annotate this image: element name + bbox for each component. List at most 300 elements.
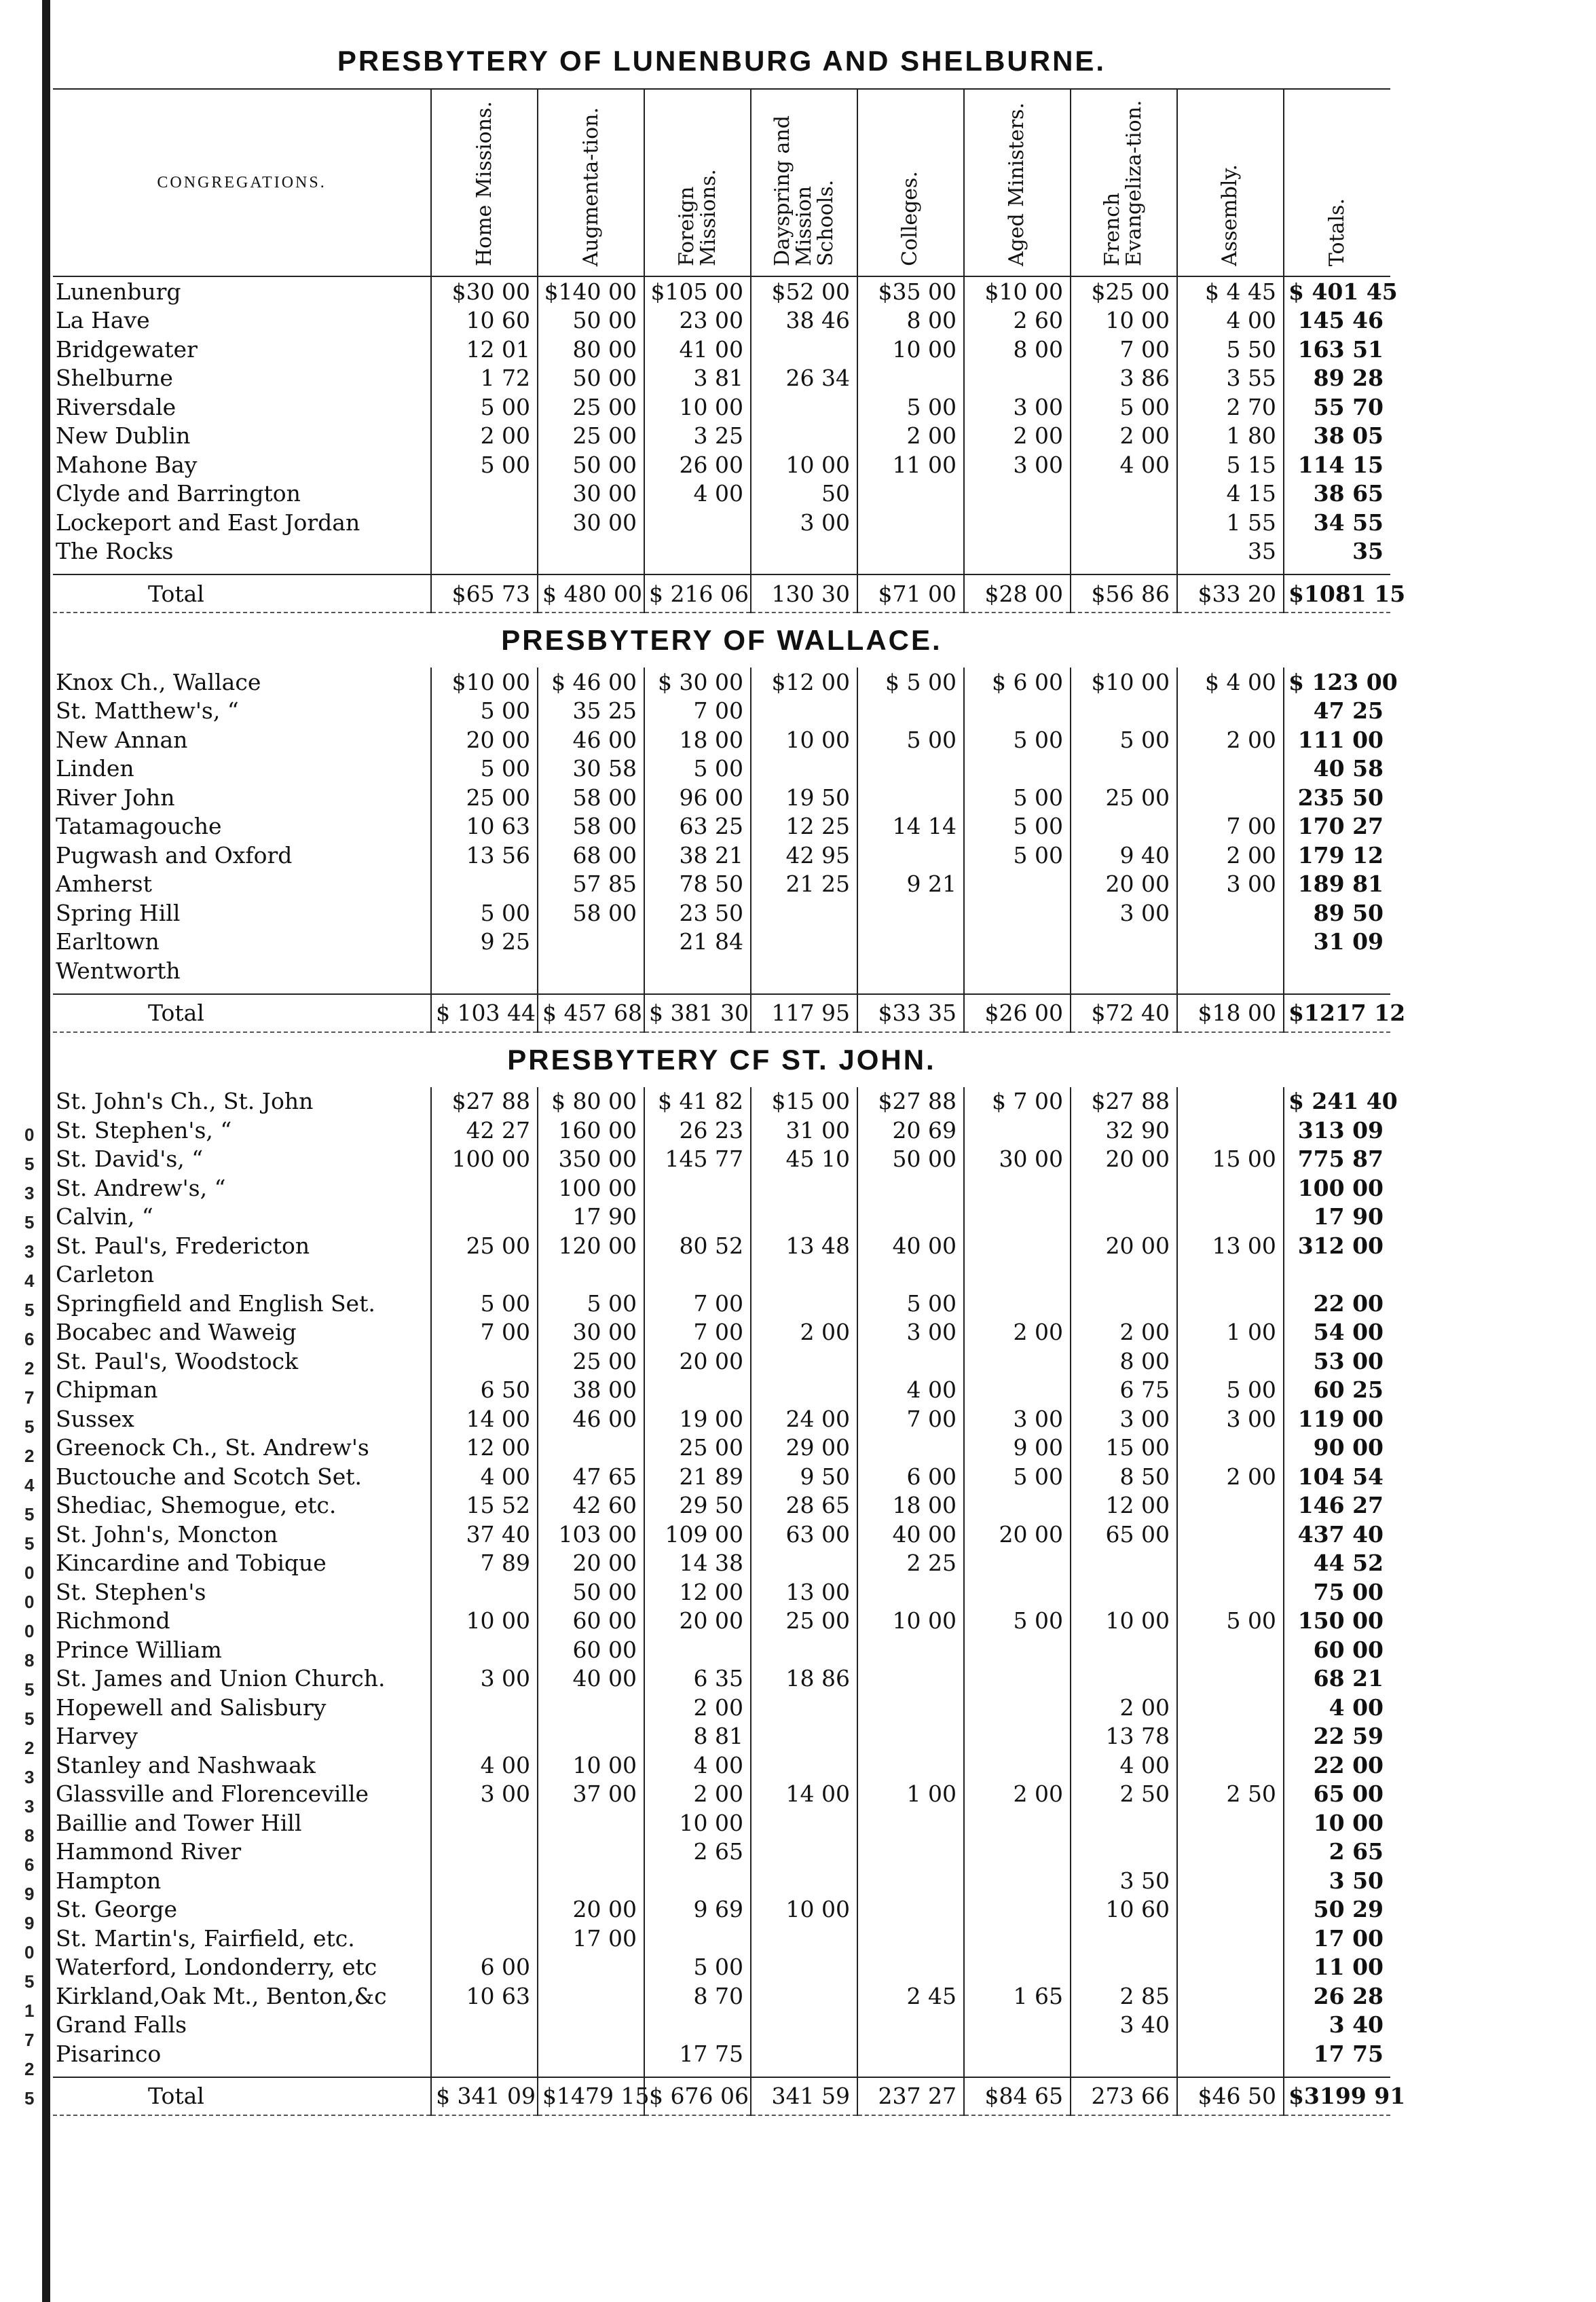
- cell-totals: 22 00: [1284, 1289, 1390, 1318]
- column-header-label: Dayspring and Mission Schools.: [770, 115, 838, 266]
- cell-augmentation: 68 00: [538, 841, 644, 870]
- total-colleges: 237 27: [857, 2077, 964, 2115]
- table-row: [53, 1462, 1390, 1491]
- cell-home-missions: [431, 479, 538, 509]
- congregation-name: Kincardine and Tobique: [56, 1550, 327, 1577]
- cell-aged-ministers: [964, 508, 1071, 537]
- cell-totals: 31 09: [1284, 928, 1390, 957]
- cell-assembly: 7 00: [1177, 812, 1284, 841]
- cell-totals: 34 55: [1284, 508, 1390, 537]
- cell-french-evangelization: $10 00: [1071, 668, 1177, 697]
- cell-foreign-missions: 17 75: [644, 2039, 751, 2068]
- margin-number: 2: [24, 1358, 35, 1378]
- cell-colleges: 10 00: [857, 335, 964, 364]
- cell-assembly: [1177, 697, 1284, 726]
- cell-dayspring: 12 25: [751, 812, 857, 841]
- table-row: [53, 812, 1390, 841]
- table-row: [53, 1549, 1390, 1578]
- cell-colleges: $ 5 00: [857, 668, 964, 697]
- cell-assembly: 5 00: [1177, 1376, 1284, 1405]
- cell-french-evangelization: 25 00: [1071, 783, 1177, 812]
- cell-augmentation: 50 00: [538, 1577, 644, 1607]
- cell-colleges: [857, 1347, 964, 1376]
- table-row: [53, 725, 1390, 754]
- congregation-name: Harvey: [56, 1723, 138, 1750]
- spacer-cell: [644, 985, 751, 994]
- cell-home-missions: 5 00: [431, 392, 538, 422]
- cell-augmentation: 103 00: [538, 1520, 644, 1549]
- header-row: [53, 89, 1390, 276]
- total-aged-ministers: $84 65: [964, 2077, 1071, 2115]
- contributions-table: [53, 668, 1406, 1033]
- total-french-evangelization: $56 86: [1071, 574, 1177, 613]
- cell-dayspring: [751, 1924, 857, 1953]
- cell-colleges: [857, 479, 964, 509]
- cell-dayspring: [751, 1866, 857, 1895]
- cell-aged-ministers: [964, 1549, 1071, 1578]
- cell-dayspring: [751, 422, 857, 451]
- cell-aged-ministers: [964, 956, 1071, 985]
- cell-totals: 312 00: [1284, 1231, 1390, 1260]
- table-row: [53, 783, 1390, 812]
- cell-home-missions: 6 50: [431, 1376, 538, 1405]
- cell-foreign-missions: 96 00: [644, 783, 751, 812]
- total-foreign-missions: $ 216 06: [644, 574, 751, 613]
- cell-foreign-missions: 4 00: [644, 1751, 751, 1780]
- cell-home-missions: 3 00: [431, 1780, 538, 1809]
- cell-dayspring: [751, 928, 857, 957]
- cell-augmentation: 17 90: [538, 1203, 644, 1232]
- spacer-cell: [1284, 2068, 1390, 2077]
- cell-foreign-missions: 4 00: [644, 479, 751, 509]
- cell-augmentation: 46 00: [538, 725, 644, 754]
- cell-home-missions: $30 00: [431, 276, 538, 306]
- congregation-name: Kirkland,Oak Mt., Benton,&c: [56, 1982, 387, 2009]
- cell-foreign-missions: 7 00: [644, 1289, 751, 1318]
- cell-assembly: [1177, 1664, 1284, 1694]
- cell-totals: 40 58: [1284, 754, 1390, 784]
- cell-augmentation: [538, 928, 644, 957]
- cell-home-missions: [431, 1722, 538, 1751]
- cell-assembly: 2 50: [1177, 1780, 1284, 1809]
- cell-totals: 235 50: [1284, 783, 1390, 812]
- cell-foreign-missions: 21 89: [644, 1462, 751, 1491]
- cell-french-evangelization: 6 75: [1071, 1376, 1177, 1405]
- table-row: [53, 754, 1390, 784]
- cell-dayspring: 19 50: [751, 783, 857, 812]
- cell-colleges: [857, 508, 964, 537]
- cell-foreign-missions: 10 00: [644, 1808, 751, 1838]
- cell-assembly: 1 55: [1177, 508, 1284, 537]
- cell-dayspring: [751, 697, 857, 726]
- cell-dayspring: 63 00: [751, 1520, 857, 1549]
- table-row: [53, 841, 1390, 870]
- cell-augmentation: 60 00: [538, 1635, 644, 1664]
- cell-dayspring: 21 25: [751, 870, 857, 899]
- cell-aged-ministers: [964, 537, 1071, 566]
- cell-dayspring: [751, 1260, 857, 1290]
- cell-colleges: [857, 1203, 964, 1232]
- cell-home-missions: 5 00: [431, 697, 538, 726]
- cell-home-missions: 4 00: [431, 1462, 538, 1491]
- cell-totals: 437 40: [1284, 1520, 1390, 1549]
- cell-colleges: [857, 2039, 964, 2068]
- cell-dayspring: [751, 1693, 857, 1722]
- cell-home-missions: 13 56: [431, 841, 538, 870]
- cell-colleges: [857, 754, 964, 784]
- cell-totals: [1284, 956, 1390, 985]
- margin-number: 2: [24, 2059, 35, 2079]
- spacer-cell: [857, 2068, 964, 2077]
- column-header-assembly: [1177, 89, 1284, 276]
- margin-number: 9: [24, 1913, 35, 1933]
- spacer-cell: [644, 2068, 751, 2077]
- cell-foreign-missions: 9 69: [644, 1895, 751, 1924]
- cell-augmentation: [538, 537, 644, 566]
- congregation-name: Bocabec and Waweig: [56, 1319, 297, 1346]
- congregation-name: Chipman: [56, 1376, 158, 1404]
- cell-totals: 10 00: [1284, 1808, 1390, 1838]
- cell-assembly: [1177, 956, 1284, 985]
- cell-aged-ministers: 5 00: [964, 841, 1071, 870]
- total-dayspring: 341 59: [751, 2077, 857, 2115]
- cell-totals: 65 00: [1284, 1780, 1390, 1809]
- cell-augmentation: [538, 1260, 644, 1290]
- cell-dayspring: 9 50: [751, 1462, 857, 1491]
- cell-french-evangelization: 2 00: [1071, 422, 1177, 451]
- cell-dayspring: [751, 1549, 857, 1578]
- table-row: [53, 1751, 1390, 1780]
- cell-augmentation: 350 00: [538, 1145, 644, 1174]
- congregation-name: Richmond: [56, 1607, 170, 1634]
- cell-augmentation: 25 00: [538, 1347, 644, 1376]
- total-dayspring: 130 30: [751, 574, 857, 613]
- cell-home-missions: 25 00: [431, 1231, 538, 1260]
- cell-french-evangelization: [1071, 812, 1177, 841]
- cell-aged-ministers: [964, 1231, 1071, 1260]
- cell-aged-ministers: [964, 479, 1071, 509]
- margin-number: 3: [24, 1183, 35, 1203]
- cell-french-evangelization: [1071, 1577, 1177, 1607]
- cell-french-evangelization: 10 60: [1071, 1895, 1177, 1924]
- congregation-name: St. David's, “: [56, 1146, 204, 1173]
- cell-french-evangelization: 3 40: [1071, 2011, 1177, 2040]
- cell-french-evangelization: 32 90: [1071, 1116, 1177, 1145]
- cell-dayspring: 10 00: [751, 725, 857, 754]
- cell-assembly: 4 15: [1177, 479, 1284, 509]
- cell-home-missions: $27 88: [431, 1087, 538, 1116]
- spacer-cell: [1177, 985, 1284, 994]
- cell-french-evangelization: 4 00: [1071, 1751, 1177, 1780]
- spacer-cell: [53, 2068, 431, 2077]
- spacer-cell: [538, 985, 644, 994]
- congregation-name: Riversdale: [56, 393, 177, 420]
- cell-foreign-missions: $ 41 82: [644, 1087, 751, 1116]
- table-row: [53, 537, 1390, 566]
- cell-aged-ministers: $ 6 00: [964, 668, 1071, 697]
- spacer-cell: [1071, 2068, 1177, 2077]
- cell-french-evangelization: 10 00: [1071, 306, 1177, 335]
- cell-totals: 38 65: [1284, 479, 1390, 509]
- cell-colleges: [857, 1664, 964, 1694]
- cell-colleges: 1 00: [857, 1780, 964, 1809]
- table-row: [53, 1491, 1390, 1520]
- cell-aged-ministers: [964, 1376, 1071, 1405]
- cell-foreign-missions: 8 81: [644, 1722, 751, 1751]
- table-row: [53, 422, 1390, 451]
- cell-dayspring: [751, 1203, 857, 1232]
- table-row: [53, 697, 1390, 726]
- cell-assembly: [1177, 1895, 1284, 1924]
- cell-assembly: 15 00: [1177, 1145, 1284, 1174]
- cell-aged-ministers: [964, 1260, 1071, 1290]
- cell-aged-ministers: [964, 754, 1071, 784]
- spacer-row: [53, 2068, 1390, 2077]
- cell-aged-ministers: $10 00: [964, 276, 1071, 306]
- cell-home-missions: 14 00: [431, 1404, 538, 1433]
- cell-aged-ministers: [964, 2011, 1071, 2040]
- cell-augmentation: 50 00: [538, 450, 644, 479]
- cell-totals: 775 87: [1284, 1145, 1390, 1174]
- cell-foreign-missions: [644, 956, 751, 985]
- cell-home-missions: [431, 1866, 538, 1895]
- cell-dayspring: 26 34: [751, 364, 857, 393]
- cell-colleges: [857, 1953, 964, 1982]
- cell-foreign-missions: 29 50: [644, 1491, 751, 1520]
- table-row: [53, 479, 1390, 509]
- cell-totals: 47 25: [1284, 697, 1390, 726]
- column-header-foreign-missions: [644, 89, 751, 276]
- cell-french-evangelization: 3 50: [1071, 1866, 1177, 1895]
- cell-home-missions: 5 00: [431, 754, 538, 784]
- table-row: [53, 508, 1390, 537]
- cell-assembly: 2 00: [1177, 725, 1284, 754]
- cell-french-evangelization: 65 00: [1071, 1520, 1177, 1549]
- spacer-cell: [1177, 566, 1284, 574]
- cell-assembly: [1177, 1924, 1284, 1953]
- cell-totals: 146 27: [1284, 1491, 1390, 1520]
- cell-dayspring: 25 00: [751, 1607, 857, 1636]
- cell-dayspring: 31 00: [751, 1116, 857, 1145]
- cell-assembly: [1177, 1751, 1284, 1780]
- cell-home-missions: [431, 1693, 538, 1722]
- cell-home-missions: 12 01: [431, 335, 538, 364]
- margin-number: 3: [24, 1767, 35, 1787]
- section-title: PRESBYTERY OF LUNENBURG AND SHELBURNE.: [337, 45, 1107, 77]
- cell-colleges: 14 14: [857, 812, 964, 841]
- margin-number: 3: [24, 1241, 35, 1262]
- table-row: [53, 276, 1390, 306]
- cell-french-evangelization: 20 00: [1071, 1145, 1177, 1174]
- cell-totals: 189 81: [1284, 870, 1390, 899]
- table-row: [53, 1376, 1390, 1405]
- total-totals: $1081 15: [1284, 574, 1390, 613]
- cell-totals: 2 65: [1284, 1838, 1390, 1867]
- cell-assembly: [1177, 1693, 1284, 1722]
- cell-french-evangelization: [1071, 754, 1177, 784]
- cell-home-missions: 10 63: [431, 1981, 538, 2011]
- cell-french-evangelization: [1071, 1838, 1177, 1867]
- cell-colleges: [857, 1173, 964, 1203]
- cell-french-evangelization: [1071, 2039, 1177, 2068]
- cell-assembly: 3 55: [1177, 364, 1284, 393]
- cell-home-missions: 5 00: [431, 1289, 538, 1318]
- cell-french-evangelization: [1071, 1549, 1177, 1578]
- cell-colleges: [857, 364, 964, 393]
- cell-dayspring: [751, 898, 857, 928]
- cell-assembly: [1177, 1838, 1284, 1867]
- cell-totals: 145 46: [1284, 306, 1390, 335]
- table-row: [53, 1924, 1390, 1953]
- cell-colleges: [857, 697, 964, 726]
- congregation-name: St. Martin's, Fairfield, etc.: [56, 1924, 355, 1952]
- cell-totals: 313 09: [1284, 1116, 1390, 1145]
- cell-augmentation: 20 00: [538, 1895, 644, 1924]
- cell-assembly: [1177, 1173, 1284, 1203]
- margin-number: 6: [24, 1329, 35, 1349]
- congregation-name: Hampton: [56, 1867, 162, 1894]
- total-dayspring: 117 95: [751, 994, 857, 1032]
- cell-colleges: [857, 1577, 964, 1607]
- cell-home-missions: 10 00: [431, 1607, 538, 1636]
- cell-colleges: [857, 1866, 964, 1895]
- cell-assembly: 3 00: [1177, 1404, 1284, 1433]
- cell-colleges: 3 00: [857, 1318, 964, 1347]
- congregation-name: Grand Falls: [56, 2011, 187, 2039]
- cell-foreign-missions: 26 00: [644, 450, 751, 479]
- margin-number: 6: [24, 1855, 35, 1875]
- cell-aged-ministers: [964, 1664, 1071, 1694]
- cell-augmentation: 42 60: [538, 1491, 644, 1520]
- cell-aged-ministers: 20 00: [964, 1520, 1071, 1549]
- cell-home-missions: [431, 1808, 538, 1838]
- cell-french-evangelization: 2 00: [1071, 1318, 1177, 1347]
- cell-augmentation: 50 00: [538, 364, 644, 393]
- cell-augmentation: 25 00: [538, 422, 644, 451]
- cell-french-evangelization: 7 00: [1071, 335, 1177, 364]
- margin-number: 2: [24, 1446, 35, 1466]
- cell-foreign-missions: 25 00: [644, 1433, 751, 1463]
- table-row: [53, 364, 1390, 393]
- cell-assembly: 5 15: [1177, 450, 1284, 479]
- cell-foreign-missions: 2 00: [644, 1780, 751, 1809]
- cell-dayspring: $52 00: [751, 276, 857, 306]
- cell-aged-ministers: [964, 2039, 1071, 2068]
- cell-assembly: [1177, 1635, 1284, 1664]
- cell-aged-ministers: [964, 1722, 1071, 1751]
- cell-foreign-missions: 19 00: [644, 1404, 751, 1433]
- cell-aged-ministers: [964, 1953, 1071, 1982]
- document-page: [53, 34, 1406, 2116]
- cell-home-missions: [431, 1895, 538, 1924]
- cell-dayspring: [751, 392, 857, 422]
- cell-home-missions: 7 00: [431, 1318, 538, 1347]
- cell-assembly: [1177, 1808, 1284, 1838]
- margin-number: 4: [24, 1271, 35, 1291]
- cell-foreign-missions: 12 00: [644, 1577, 751, 1607]
- cell-foreign-missions: 5 00: [644, 1953, 751, 1982]
- cell-assembly: [1177, 1491, 1284, 1520]
- total-foreign-missions: $ 676 06: [644, 2077, 751, 2115]
- cell-foreign-missions: 3 81: [644, 364, 751, 393]
- table-row: [53, 1664, 1390, 1694]
- table-row: [53, 1520, 1390, 1549]
- cell-foreign-missions: [644, 1260, 751, 1290]
- congregation-name: Hopewell and Salisbury: [56, 1694, 327, 1721]
- cell-totals: 60 25: [1284, 1376, 1390, 1405]
- cell-aged-ministers: 3 00: [964, 392, 1071, 422]
- cell-augmentation: 5 00: [538, 1289, 644, 1318]
- cell-aged-ministers: 9 00: [964, 1433, 1071, 1463]
- total-totals: $1217 12: [1284, 994, 1390, 1032]
- cell-dayspring: [751, 1838, 857, 1867]
- cell-foreign-missions: 21 84: [644, 928, 751, 957]
- spacer-cell: [964, 2068, 1071, 2077]
- cell-assembly: 2 70: [1177, 392, 1284, 422]
- congregation-name: Greenock Ch., St. Andrew's: [56, 1434, 369, 1461]
- congregation-name: Spring Hill: [56, 899, 181, 926]
- total-home-missions: $ 341 09: [431, 2077, 538, 2115]
- congregations-header: CONGREGATIONS.: [53, 89, 431, 276]
- margin-number: 5: [24, 1533, 35, 1554]
- total-row: [53, 994, 1390, 1032]
- cell-french-evangelization: 3 00: [1071, 898, 1177, 928]
- cell-home-missions: 10 63: [431, 812, 538, 841]
- cell-colleges: [857, 928, 964, 957]
- cell-aged-ministers: [964, 1577, 1071, 1607]
- congregation-name: Mahone Bay: [56, 451, 198, 478]
- table-row: [53, 450, 1390, 479]
- total-colleges: $33 35: [857, 994, 964, 1032]
- cell-dayspring: $15 00: [751, 1087, 857, 1116]
- spacer-cell: [857, 566, 964, 574]
- contributions-table: [53, 88, 1406, 613]
- cell-totals: 4 00: [1284, 1693, 1390, 1722]
- cell-dayspring: 13 48: [751, 1231, 857, 1260]
- margin-number: 8: [24, 1825, 35, 1846]
- cell-assembly: $ 4 45: [1177, 276, 1284, 306]
- table-row: [53, 1838, 1390, 1867]
- cell-home-missions: 9 25: [431, 928, 538, 957]
- cell-colleges: 5 00: [857, 725, 964, 754]
- congregation-name: Hammond River: [56, 1838, 242, 1865]
- cell-assembly: [1177, 1116, 1284, 1145]
- cell-aged-ministers: [964, 1838, 1071, 1867]
- margin-number: 5: [24, 1154, 35, 1174]
- cell-dayspring: [751, 1347, 857, 1376]
- cell-colleges: 2 45: [857, 1981, 964, 2011]
- cell-colleges: [857, 1751, 964, 1780]
- section-title: PRESBYTERY OF WALLACE.: [501, 624, 942, 656]
- spacer-cell: [1284, 985, 1390, 994]
- total-colleges: $71 00: [857, 574, 964, 613]
- margin-number: 5: [24, 1504, 35, 1524]
- cell-assembly: $ 4 00: [1177, 668, 1284, 697]
- cell-french-evangelization: 20 00: [1071, 1231, 1177, 1260]
- cell-augmentation: 46 00: [538, 1404, 644, 1433]
- margin-number: 9: [24, 1884, 35, 1904]
- cell-aged-ministers: [964, 1866, 1071, 1895]
- cell-aged-ministers: 1 65: [964, 1981, 1071, 2011]
- margin-number: 0: [24, 1563, 35, 1583]
- cell-totals: 75 00: [1284, 1577, 1390, 1607]
- cell-foreign-missions: 8 70: [644, 1981, 751, 2011]
- cell-augmentation: 60 00: [538, 1607, 644, 1636]
- table-row: [53, 668, 1390, 697]
- spacer-cell: [751, 2068, 857, 2077]
- congregation-name: La Have: [56, 307, 150, 334]
- cell-aged-ministers: 5 00: [964, 1607, 1071, 1636]
